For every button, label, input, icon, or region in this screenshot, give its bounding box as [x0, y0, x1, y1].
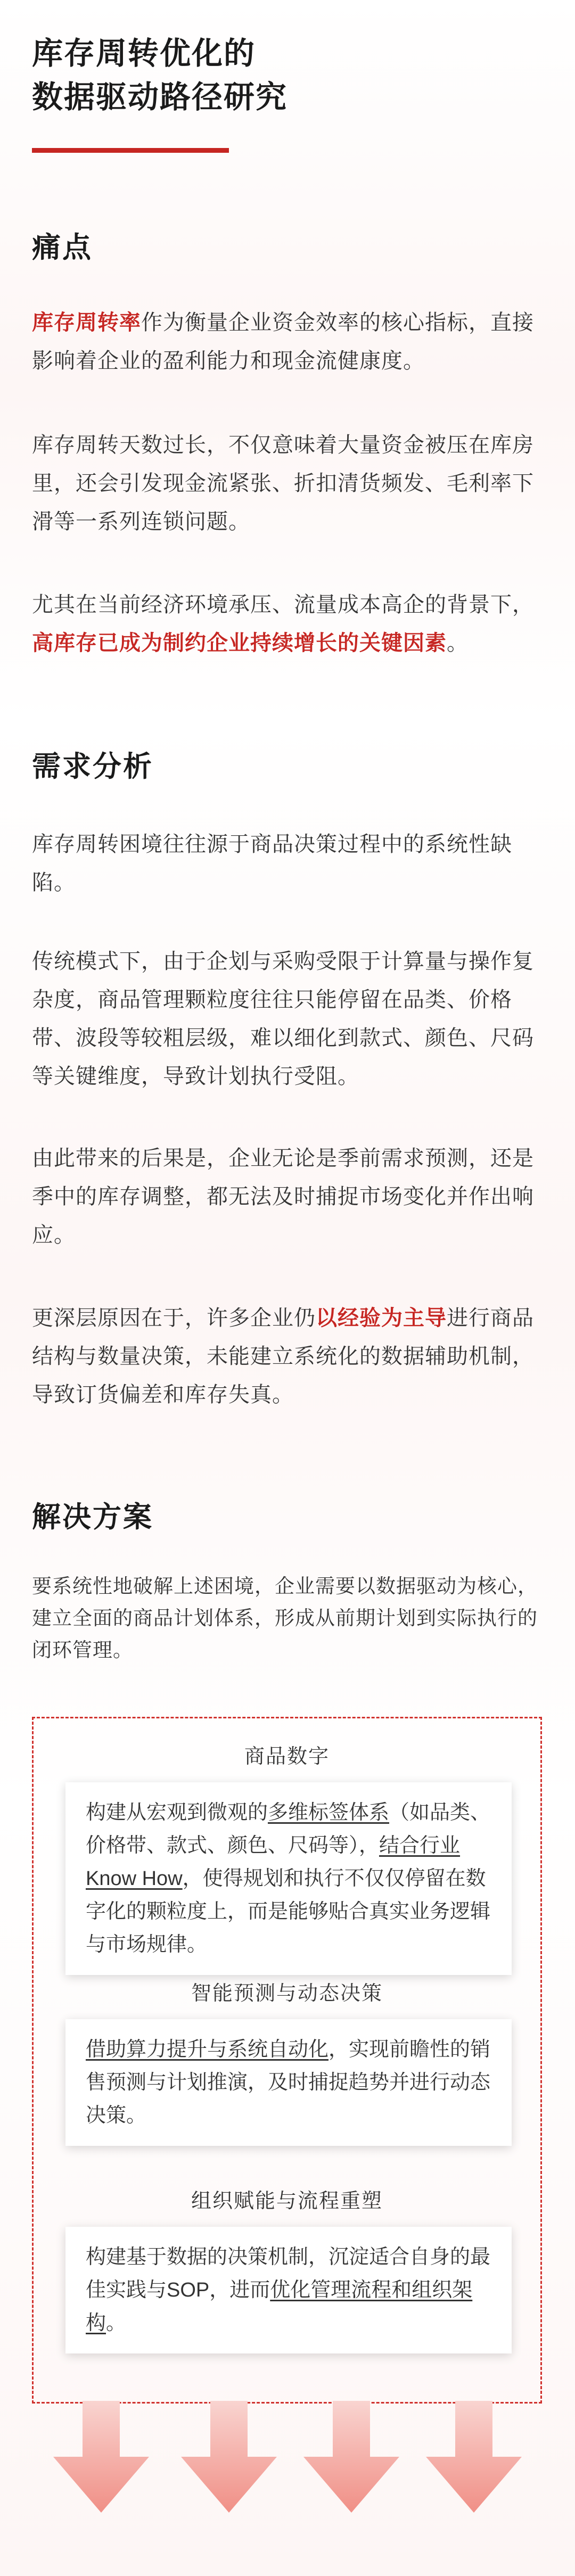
card-org-empowerment: 构建基于数据的决策机制，沉淀适合自身的最佳实践与SOP，进而优化管理流程和组织架构。 [65, 2227, 512, 2353]
card-smart-forecast: 借助算力提升与系统自动化，实现前瞻性的销售预测与计划推演，及时捕捉趋势并进行动态决策。 [65, 2019, 512, 2146]
high-inventory-highlight: 高库存已成为制约企业持续增长的关键因素 [32, 631, 447, 655]
down-arrow-icon [426, 2401, 522, 2513]
inventory-turnover-highlight: 库存周转率 [32, 311, 141, 334]
pain-points-paragraph-2: 库存周转天数过长，不仅意味着大量资金被压在库房里，还会引发现金流紧张、折扣清货频发、毛利率下滑等一系列连锁问题。 [32, 433, 534, 533]
demand-paragraph-2: 传统模式下，由于企划与采购受限于计算量与操作复杂度，商品管理颗粒度往往只能停留在品类、价格带、波段等较粗层级，难以细化到款式、颜色、尺码等关键维度，导致计划执行受阻。 [32, 950, 534, 1088]
solution-dashed-box [32, 1717, 542, 2404]
block-title-product-digital: 商品数字 [244, 1746, 330, 1768]
solution-intro: 要系统性地破解上述困境，企业需要以数据驱动为核心，建立全面的商品计划体系，形成从前期计划到实际执行的闭环管理。 [32, 1575, 538, 1661]
down-arrow-icon [53, 2401, 149, 2513]
pain-points-paragraph-1: 库存周转率作为衡量企业资金效率的核心指标，直接影响着企业的盈利能力和现金流健康度。 [32, 311, 534, 373]
title-line-2: 数据驱动路径研究 [32, 80, 288, 114]
demand-paragraph-4: 更深层原因在于，许多企业仍以经验为主导进行商品结构与数量决策，未能建立系统化的数据辅助机制，导致订货偏差和库存失真。 [32, 1306, 534, 1406]
card-product-digital: 构建从宏观到微观的多维标签体系（如品类、价格带、款式、颜色、尺码等），结合行业 Know How，使得规划和执行不仅仅停留在数字化的颗粒度上，而是能够贴合真实业务逻辑与市场规律。 [65, 1782, 512, 1975]
tag-system-underline: 多维标签体系 [268, 1801, 390, 1824]
experience-led-highlight: 以经验为主导 [316, 1306, 447, 1330]
solution-heading: 解决方案 [32, 1501, 153, 1533]
block-title-org-empowerment: 组织赋能与流程重塑 [191, 2190, 383, 2212]
compute-automation-underline: 借助算力提升与系统自动化 [86, 2038, 329, 2061]
title-line-1: 库存周转优化的 [32, 36, 256, 71]
pain-points-paragraph-3: 尤其在当前经济环境承压、流量成本高企的背景下，高库存已成为制约企业持续增长的关键因素。 [32, 593, 534, 655]
title-underline-bar [32, 148, 229, 153]
demand-paragraph-1: 库存周转困境往往源于商品决策过程中的系统性缺陷。 [32, 833, 512, 894]
industry-knowhow-underline: 结合行业 Know How [86, 1834, 461, 1890]
down-arrow-icon [181, 2401, 277, 2513]
pain-points-heading: 痛点 [32, 232, 93, 264]
demand-analysis-heading: 需求分析 [32, 751, 153, 783]
down-arrow-icon [303, 2401, 399, 2513]
page-title [32, 32, 288, 119]
block-title-smart-forecast: 智能预测与动态决策 [191, 1982, 383, 2005]
optimize-process-underline: 优化管理流程和组织架构 [86, 2279, 473, 2334]
demand-paragraph-3: 由此带来的后果是，企业无论是季前需求预测，还是季中的库存调整，都无法及时捕捉市场变化并作出响应。 [32, 1147, 534, 1247]
